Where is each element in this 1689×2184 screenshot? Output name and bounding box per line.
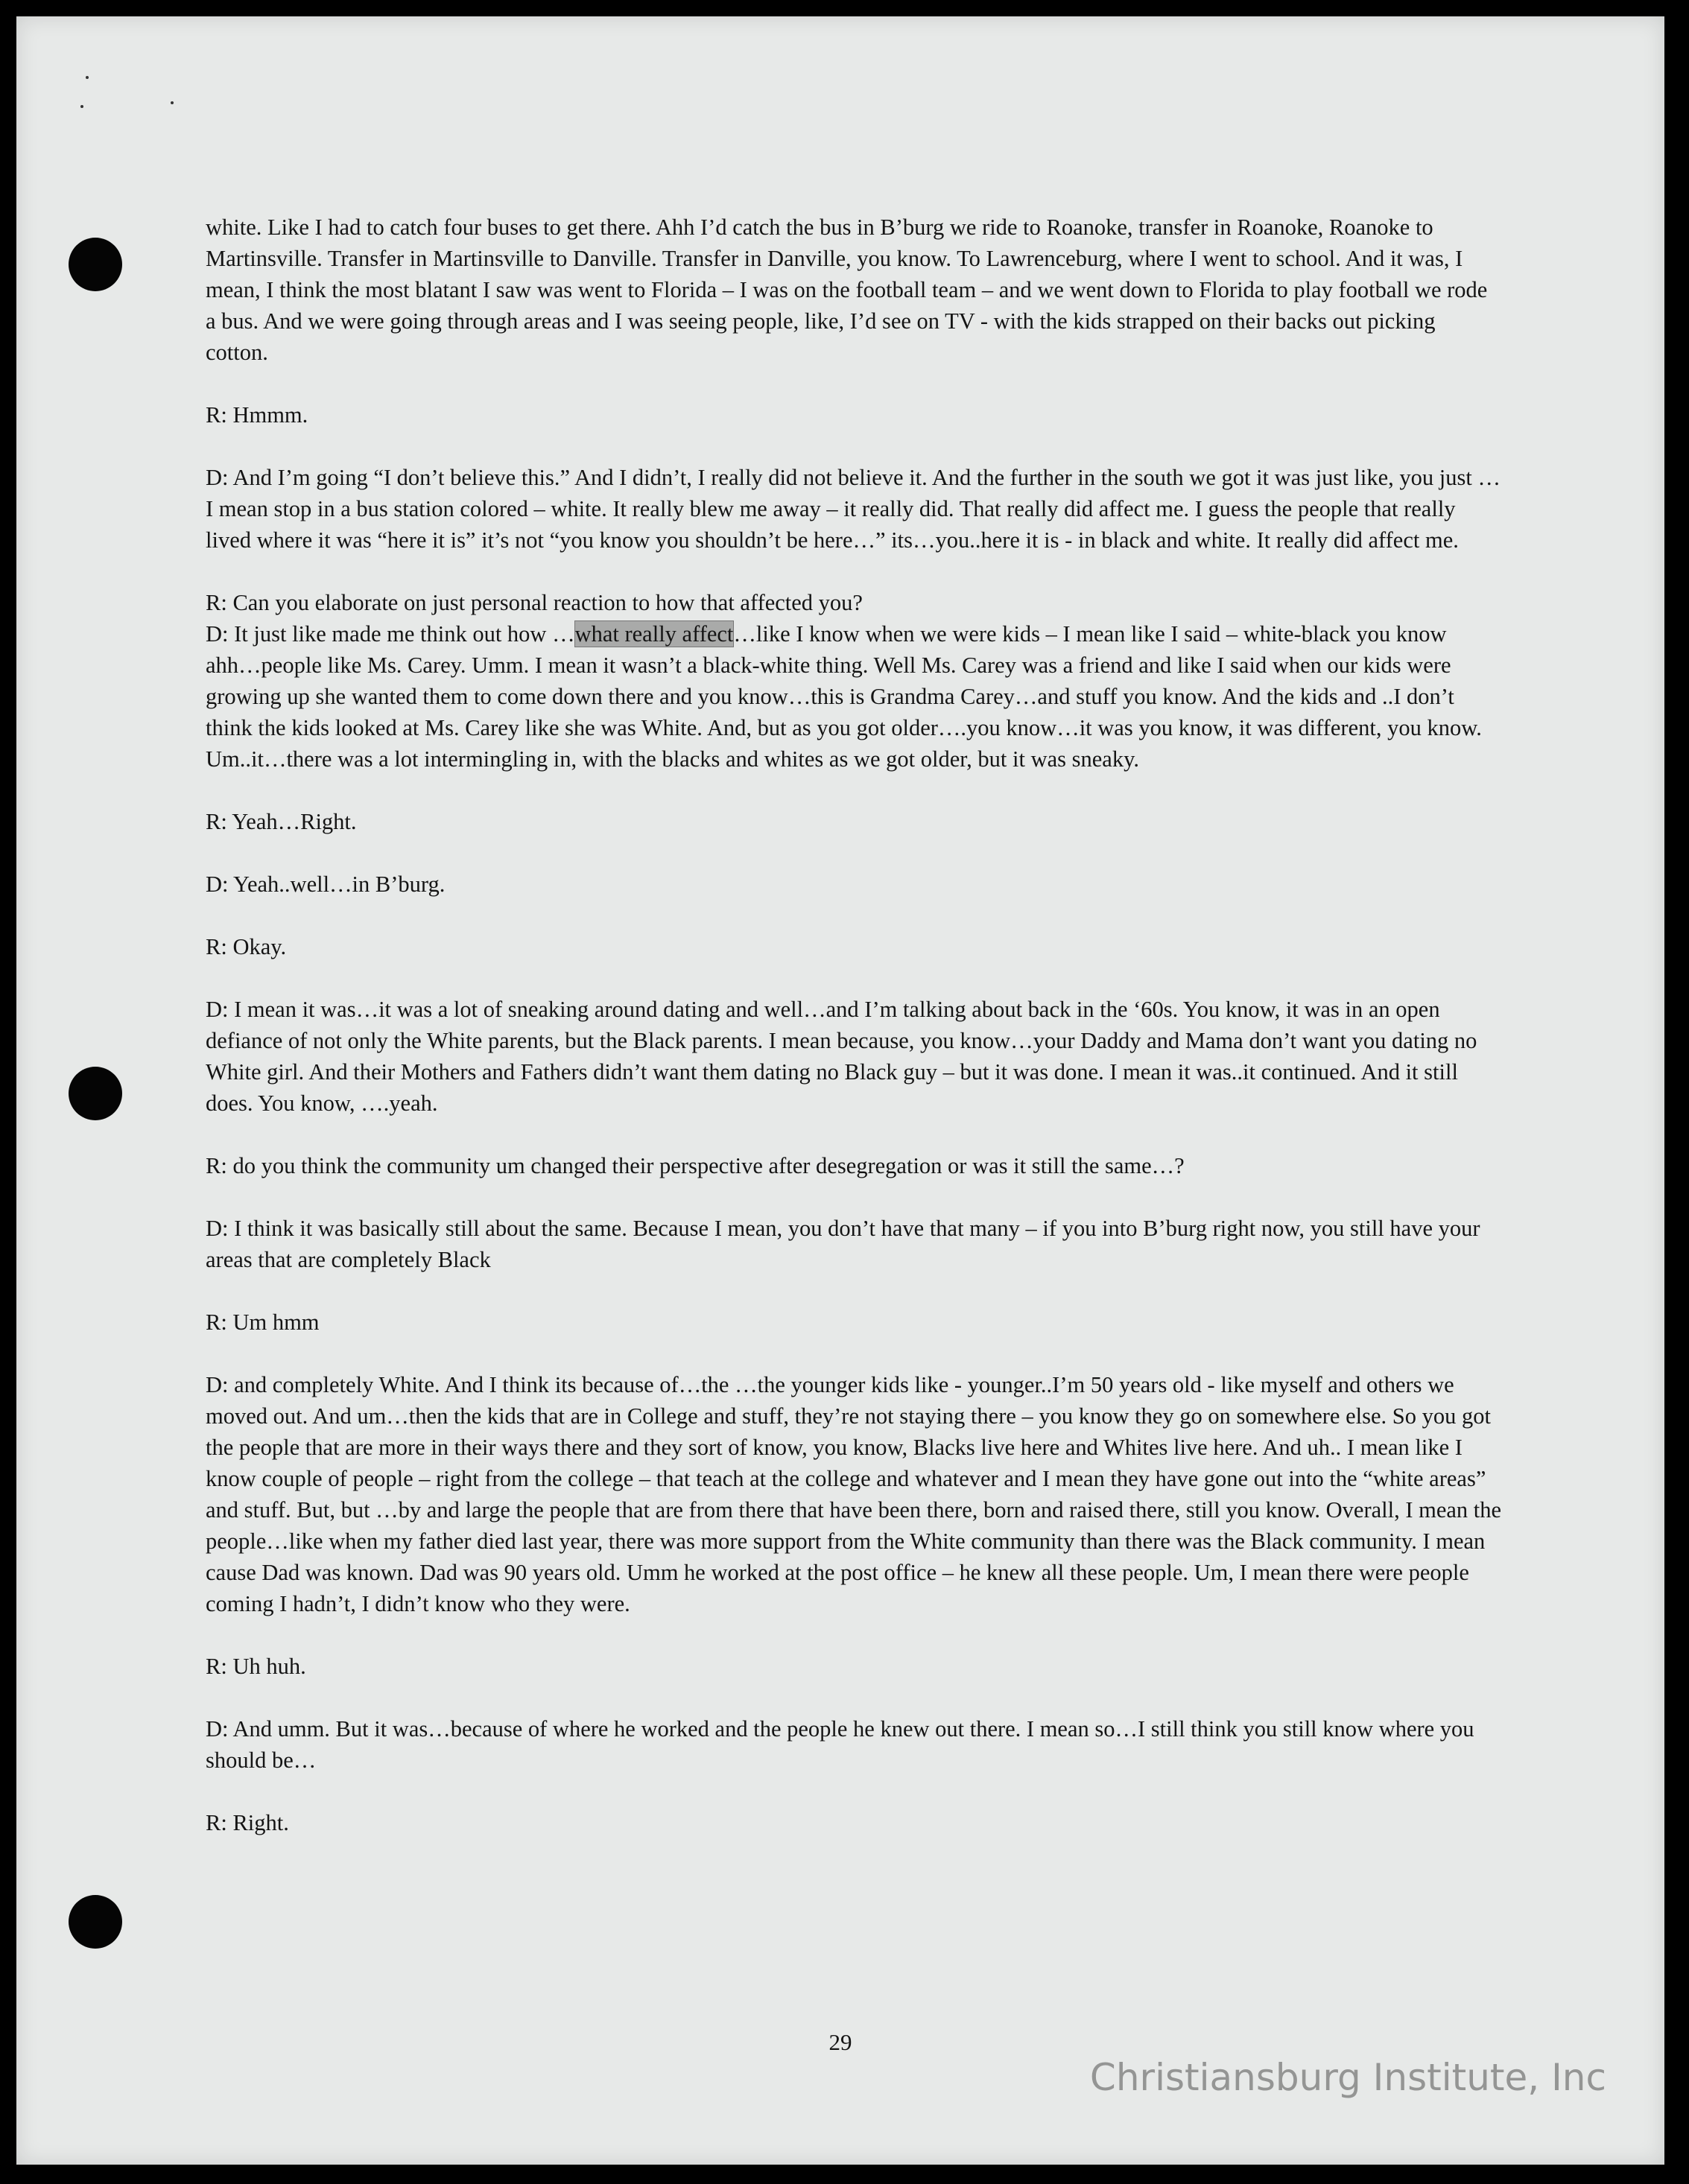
transcript-paragraph: D: And I’m going “I don’t believe this.” And I didn’t, I really did not believe it. And the further in the south we got it was just like, you just …I mean stop in a bus station colored – white. It really blew me away – it really did. That really did affect me. I guess the people that really lived where it was “here it is” it’s not “you know you shouldn’t be here…” its…you..here it is - in black and white. It really did affect me. [206,465,1501,553]
transcript-paragraph: R: Hmmm. [206,402,308,428]
transcript-paragraph: white. Like I had to catch four buses to get there. Ahh I’d catch the bus in B’burg we ride to Roanoke, transfer in Roanoke, Roanoke to Martinsville. Transfer in Martinsville to Danville. Transfer in Danville, you know. To Lawrenceburg, where I went to school. And it was, I mean, I think the most blatant I saw was went to Florida – I was on the football team – and we went down to Florida to play football we rode a bus. And we were going through areas and I was seeing people, like, I’d see on TV - with the kids strapped on their backs out picking cotton. [206,215,1488,365]
highlighted-text: what really affect [574,621,734,647]
highlight-after: …like I know when we were kids – I mean like I said – white-black you know ahh…people like Ms. Carey. Umm. I mean it wasn’t a black-white thing. Well Ms. Carey was a friend and like I said when our kids were growing up she wanted them to come down there and you know…this is Grandma Carey…and stuff you know. And the kids and ..I don’t think the kids looked at Ms. Carey like she was White. And, but as you got older….you know…it was you know, it was different, you know. Um..it…there was a lot intermingling in, with the blacks and whites as we got older, but it was sneaky. [206,621,1482,772]
transcript-paragraph: D: I think it was basically still about the same. Because I mean, you don’t have that many – if you into B’burg right now, you still have your areas that are completely Black [206,1216,1480,1272]
transcript-paragraph: R: Okay. [206,934,287,959]
paper-speck [80,105,83,108]
transcript-body [206,212,1502,1870]
punch-hole-top [69,238,122,291]
punch-hole-middle [69,1067,122,1120]
transcript-paragraph: D: and completely White. And I think its because of…the …the younger kids like - younger..I’m 50 years old - like myself and others we moved out. And um…then the kids that are in College and stuff, they’re not staying there – you know they go on somewhere else. So you got the people that are more in their ways there and they sort of know, you know, Blacks live here and Whites live here. And uh.. I mean like I know couple of people – right from the college – that teach at the college and whatever and I mean they have gone out into the “white areas” and stuff. But, but …by and large the people that are from there that have been there, born and raised there, still you know. Overall, I mean the people…like when my father died last year, there was more support from the White community than there was the Black community. I mean cause Dad was known. Dad was 90 years old. Umm he worked at the post office – he knew all these people. Um, I mean there were people coming I hadn’t, I didn’t know who they were. [206,1372,1502,1616]
transcript-paragraph: D: I mean it was…it was a lot of sneaking around dating and well…and I’m talking about back in the ‘60s. You know, it was in an open defiance of not only the White parents, but the Black parents. I mean because, you know…your Daddy and Mama don’t want you dating no White girl. And their Mothers and Fathers didn’t want them dating no Black guy – but it was done. I mean it was..it continued. And it still does. You know, ….yeah. [206,997,1477,1116]
paper-speck [171,101,174,104]
transcript-paragraph: R: Yeah…Right. [206,809,357,834]
punch-hole-bottom [69,1895,122,1949]
watermark-text: Christiansburg Institute, Inc [1089,2056,1606,2099]
transcript-paragraph: D: And umm. But it was…because of where he worked and the people he knew out there. I mean so…I still think you still know where you should be… [206,1716,1474,1773]
transcript-paragraph-highlighted [206,618,1502,775]
paper-speck [86,76,89,79]
page-number: 29 [828,2029,852,2055]
transcript-paragraph: R: Can you elaborate on just personal reaction to how that affected you? [206,590,863,615]
transcript-paragraph: R: Um hmm [206,1310,320,1335]
transcript-paragraph: R: Uh huh. [206,1654,306,1679]
transcript-paragraph: R: Right. [206,1810,289,1835]
highlight-before: D: It just like made me think out how … [206,621,575,647]
transcript-paragraph: D: Yeah..well…in B’burg. [206,872,446,897]
document-page [16,16,1664,2165]
transcript-paragraph: R: do you think the community um changed their perspective after desegregation or was it still the same…? [206,1153,1185,1178]
